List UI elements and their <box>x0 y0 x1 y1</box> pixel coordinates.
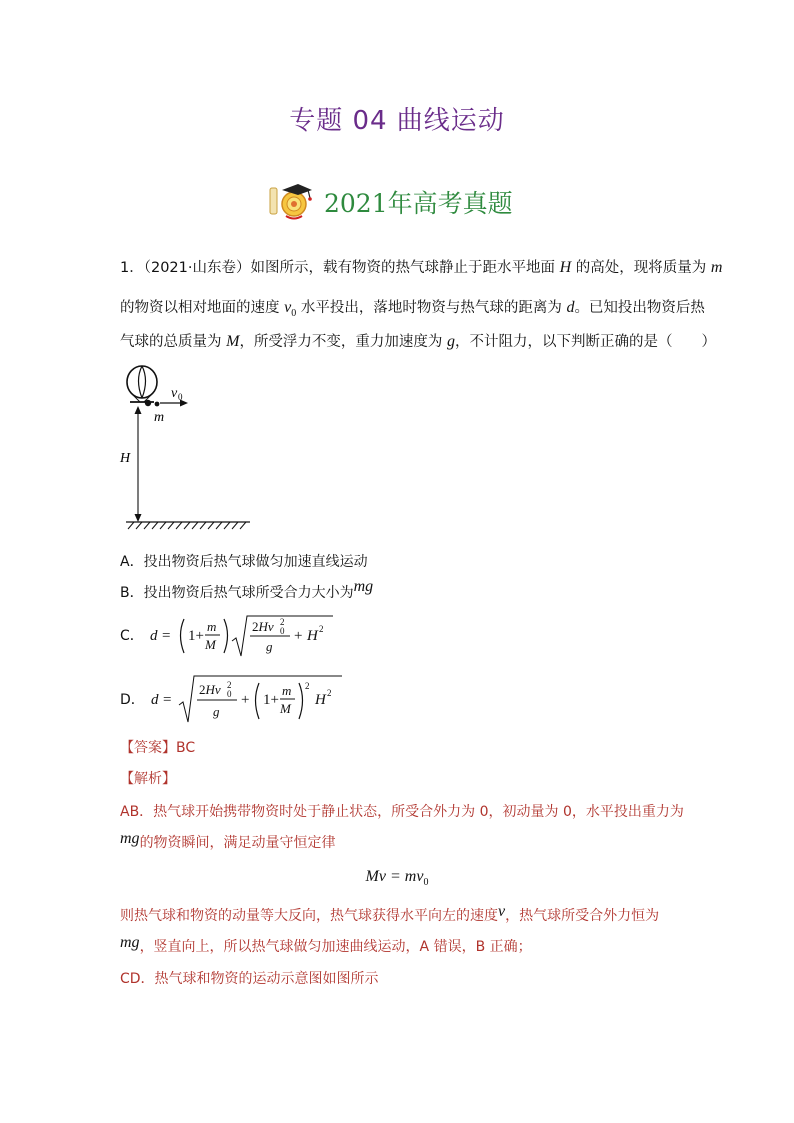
label-v0: v <box>171 386 178 401</box>
analysis-mg: mg <box>120 830 140 847</box>
analysis-line-4 <box>120 936 532 956</box>
svg-text:m: m <box>206 619 217 634</box>
analysis-line-3 <box>120 905 659 925</box>
svg-text:2: 2 <box>279 617 285 627</box>
svg-text:2: 2 <box>304 681 310 691</box>
option-b <box>120 578 374 602</box>
svg-text:1+: 1+ <box>187 628 204 644</box>
analysis-text: ，热气球所受合外力恒为 <box>505 908 660 924</box>
question-line-1 <box>120 258 722 278</box>
svg-text:2: 2 <box>326 688 332 698</box>
question-text: 。已知投出物资后热 <box>574 300 705 316</box>
label-H: H <box>120 451 131 466</box>
question-text: 的高处，现将质量为 <box>571 260 711 276</box>
question-text: 水平投出，落地时物资与热气球的距离为 <box>296 300 567 316</box>
svg-text:=: = <box>161 628 171 644</box>
var-M: M <box>226 333 240 350</box>
section-heading: 2021年高考真题 <box>324 189 513 218</box>
analysis-line-5: CD．热气球和物资的运动示意图如图所示 <box>120 971 379 987</box>
analysis-text: 则热气球和物资的动量等大反向，热气球获得水平向左的速度 <box>120 908 498 924</box>
analysis-v: v <box>498 903 506 920</box>
svg-text:=: = <box>162 692 172 708</box>
analysis-label: 【解析】 <box>120 771 176 787</box>
question-text: ，所受浮力不变，重力加速度为 <box>239 334 448 350</box>
cargo-dot <box>155 402 160 407</box>
svg-text:2: 2 <box>226 680 232 690</box>
svg-text:+: + <box>293 628 303 644</box>
option-c <box>120 612 344 658</box>
svg-text:g: g <box>265 639 273 654</box>
question-line-2 <box>120 298 705 324</box>
mascot-logo-icon <box>268 182 316 222</box>
question-text: 的物资以相对地面的速度 <box>120 300 285 316</box>
option-b-text: B．投出物资后热气球所受合力大小为 <box>120 585 354 601</box>
question-text: ，不计阻力，以下判断正确的是（ ） <box>455 334 717 350</box>
option-d <box>120 674 365 724</box>
question-line-3 <box>120 332 716 352</box>
svg-text:d: d <box>149 628 158 644</box>
svg-text:+: + <box>240 692 250 708</box>
svg-text:1+: 1+ <box>262 692 279 708</box>
svg-text:2Hv: 2Hv <box>198 682 221 697</box>
question-text: 1．（2021·山东卷）如图所示，载有物资的热气球静止于距水平地面 <box>120 260 560 276</box>
equation-text: Mv = mv <box>365 868 424 885</box>
label-v0-sub: 0 <box>178 392 183 402</box>
svg-text:2: 2 <box>318 624 324 634</box>
svg-text:H: H <box>306 628 318 644</box>
var-H: H <box>559 259 572 276</box>
momentum-equation <box>0 866 794 888</box>
svg-text:H: H <box>314 692 326 708</box>
option-c-formula <box>144 611 344 659</box>
analysis-line-2 <box>120 832 336 852</box>
option-a: A．投出物资后热气球做匀加速直线运动 <box>120 554 368 570</box>
option-c-label: C． <box>120 628 144 644</box>
option-b-mg: mg <box>353 578 374 595</box>
svg-text:0: 0 <box>279 626 285 636</box>
answer-value: BC <box>176 740 196 756</box>
svg-text:M: M <box>279 701 291 716</box>
answer-label: 【答案】 <box>120 740 176 756</box>
svg-text:d: d <box>150 692 159 708</box>
hot-air-balloon-icon <box>127 366 157 406</box>
subtitle-block <box>268 180 513 224</box>
var-d: d <box>566 299 575 316</box>
analysis-text: ，竖直向上，所以热气球做匀加速曲线运动，A 错误，B 正确； <box>139 939 532 955</box>
label-m: m <box>154 410 165 425</box>
option-d-formula <box>145 673 365 725</box>
var-m: m <box>710 259 723 276</box>
analysis-text: 的物资瞬间，满足动量守恒定律 <box>139 835 336 851</box>
ground-hatch <box>126 522 250 529</box>
balloon-diagram <box>118 362 258 532</box>
var-g: g <box>447 333 456 350</box>
analysis-mg: mg <box>120 934 140 951</box>
svg-text:m: m <box>281 683 292 698</box>
var-v0: v <box>284 299 292 316</box>
svg-text:g: g <box>212 704 220 719</box>
page-title: 专题 04 曲线运动 <box>289 106 505 136</box>
equation-sub: 0 <box>423 877 429 889</box>
svg-text:M: M <box>204 637 216 652</box>
answer-line <box>120 737 195 757</box>
analysis-line-1: AB．热气球开始携带物资时处于静止状态，所受合外力为 0，初动量为 0，水平投出重力为 <box>120 804 684 820</box>
svg-text:0: 0 <box>226 689 232 699</box>
var-v0-sub: 0 <box>291 307 297 319</box>
question-text: 气球的总质量为 <box>120 334 227 350</box>
option-d-label: D． <box>120 692 145 708</box>
svg-text:2Hv: 2Hv <box>251 619 274 634</box>
